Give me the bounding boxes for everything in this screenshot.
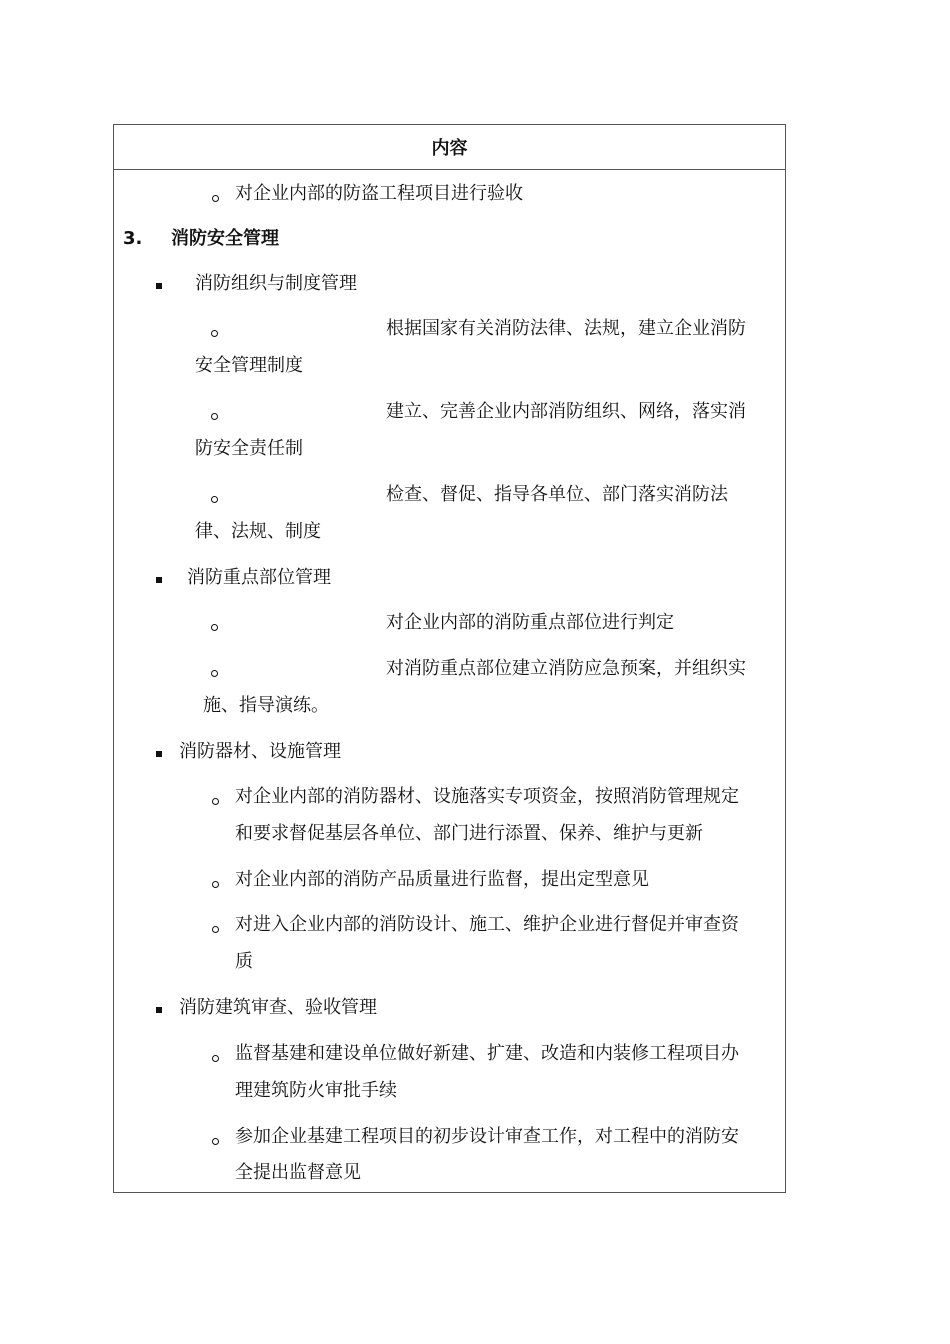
list-item-line: 对消防重点部位建立消防应急预案，并组织实 bbox=[386, 658, 746, 679]
hollow-circle-bullet-icon bbox=[212, 1138, 219, 1145]
square-bullet-icon bbox=[156, 577, 162, 583]
square-bullet-icon bbox=[156, 1007, 162, 1013]
hollow-circle-bullet-icon bbox=[211, 624, 218, 631]
square-bullet-icon bbox=[156, 751, 162, 757]
list-item-line: 全提出监督意见 bbox=[235, 1162, 361, 1183]
list-item-line: 对进入企业内部的消防设计、施工、维护企业进行督促并审查资 bbox=[235, 914, 739, 935]
hollow-circle-bullet-icon bbox=[211, 330, 218, 337]
subsection-title: 消防组织与制度管理 bbox=[195, 273, 357, 294]
hollow-circle-bullet-icon bbox=[211, 670, 218, 677]
list-item-line: 参加企业基建工程项目的初步设计审查工作，对工程中的消防安 bbox=[235, 1126, 739, 1147]
list-item-line: 根据国家有关消防法律、法规，建立企业消防 bbox=[386, 318, 746, 339]
section-title: 消防安全管理 bbox=[171, 228, 279, 249]
table-header: 内容 bbox=[431, 138, 468, 159]
list-item-line: 安全管理制度 bbox=[195, 355, 303, 376]
subsection-title: 消防重点部位管理 bbox=[187, 567, 331, 588]
subsection-title: 消防器材、设施管理 bbox=[179, 741, 341, 762]
hollow-circle-bullet-icon bbox=[211, 413, 218, 420]
list-item-line: 监督基建和建设单位做好新建、扩建、改造和内装修工程项目办 bbox=[235, 1043, 739, 1064]
list-item-line: 质 bbox=[235, 951, 253, 972]
list-item-line: 施、指导演练。 bbox=[203, 695, 329, 716]
list-item-line: 建立、完善企业内部消防组织、网络，落实消 bbox=[386, 401, 746, 422]
hollow-circle-bullet-icon bbox=[212, 1055, 219, 1062]
list-item-line: 对企业内部的消防产品质量进行监督，提出定型意见 bbox=[235, 869, 649, 890]
list-item-line: 律、法规、制度 bbox=[195, 521, 321, 542]
hollow-circle-bullet-icon bbox=[212, 195, 219, 202]
hollow-circle-bullet-icon bbox=[212, 926, 219, 933]
table-header-row bbox=[114, 125, 785, 170]
hollow-circle-bullet-icon bbox=[212, 881, 219, 888]
list-item-line: 检查、督促、指导各单位、部门落实消防法 bbox=[386, 484, 728, 505]
subsection-title: 消防建筑审查、验收管理 bbox=[179, 997, 377, 1018]
list-item-line: 防安全责任制 bbox=[195, 438, 303, 459]
hollow-circle-bullet-icon bbox=[212, 798, 219, 805]
square-bullet-icon bbox=[156, 283, 162, 289]
list-item: 对企业内部的防盗工程项目进行验收 bbox=[235, 183, 523, 204]
section-number: 3. bbox=[123, 228, 143, 249]
list-item-line: 对企业内部的消防器材、设施落实专项资金，按照消防管理规定 bbox=[235, 786, 739, 807]
list-item-line: 和要求督促基层各单位、部门进行添置、保养、维护与更新 bbox=[235, 823, 703, 844]
hollow-circle-bullet-icon bbox=[211, 496, 218, 503]
list-item-line: 理建筑防火审批手续 bbox=[235, 1080, 397, 1101]
list-item-line: 对企业内部的消防重点部位进行判定 bbox=[386, 612, 674, 633]
